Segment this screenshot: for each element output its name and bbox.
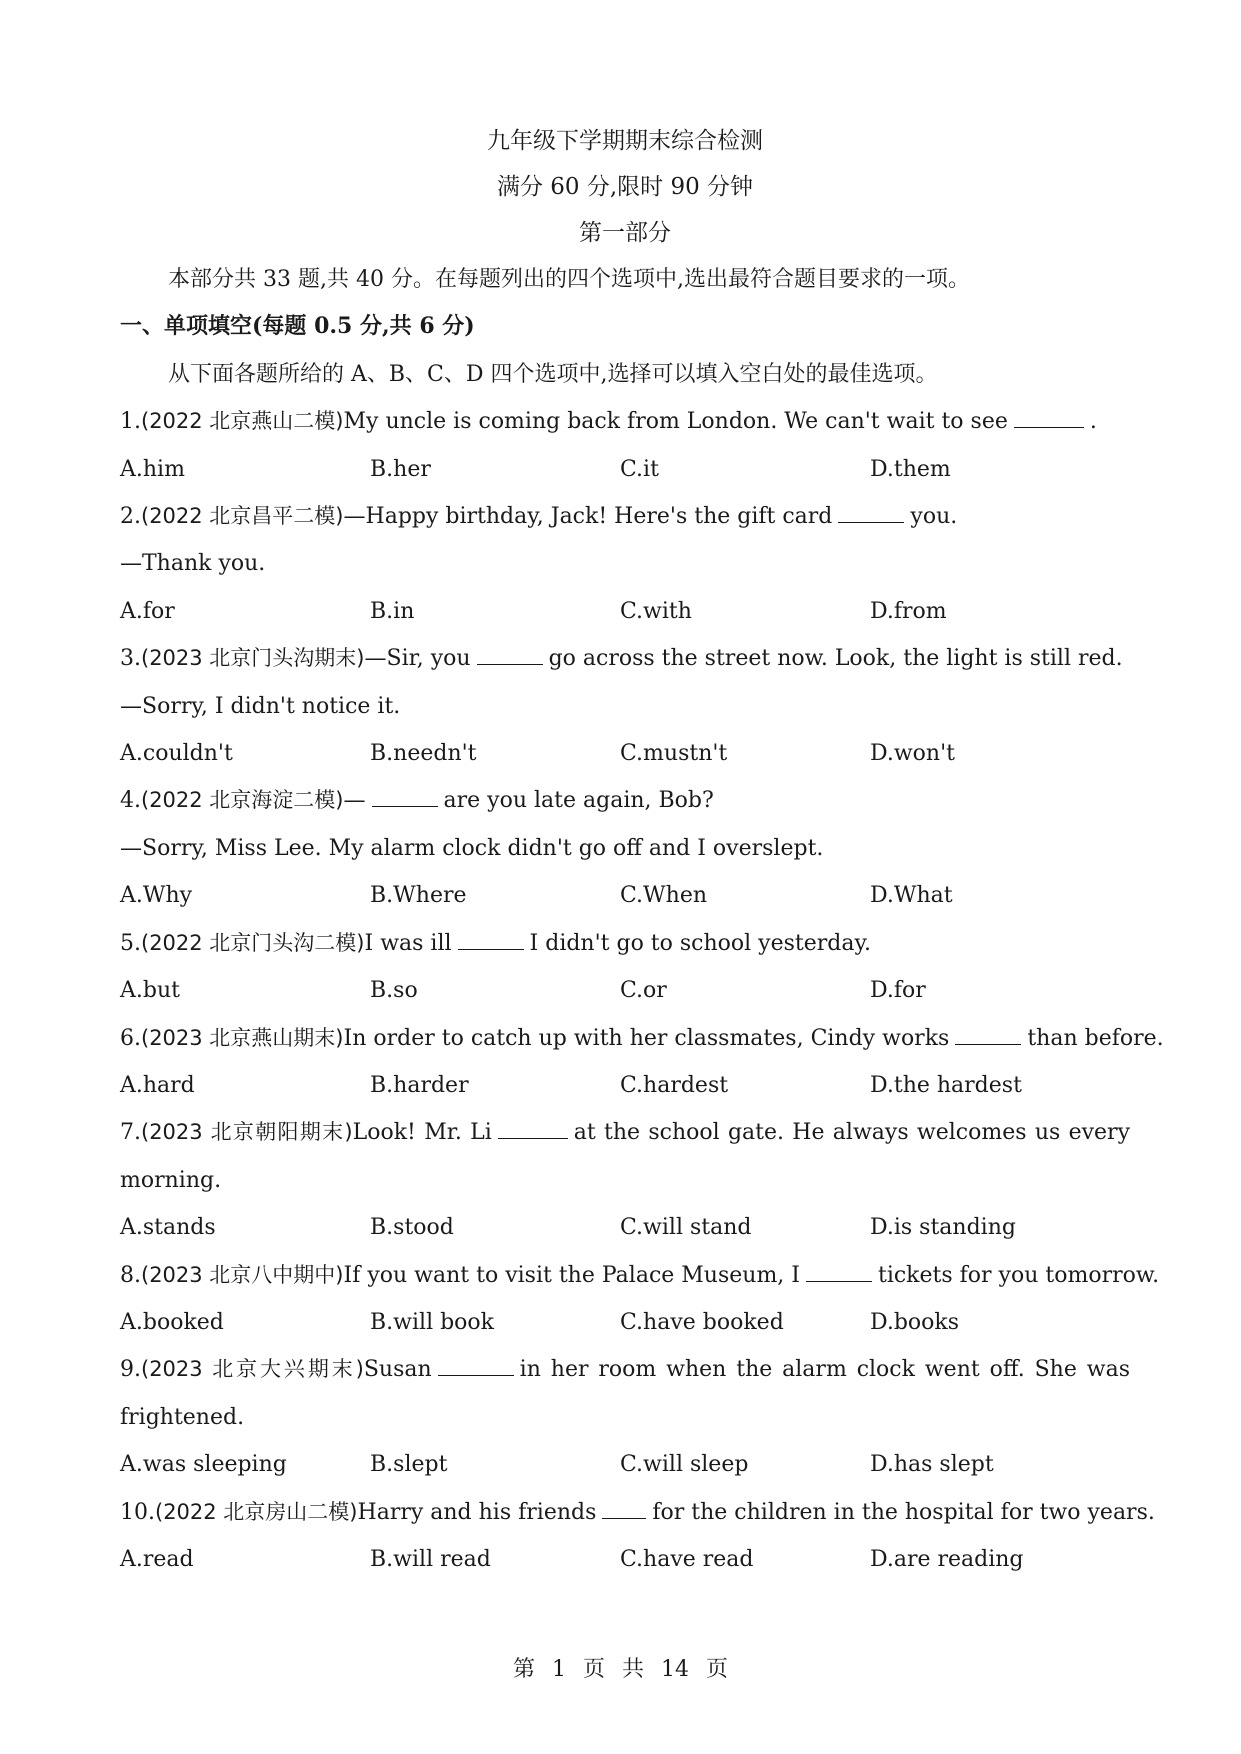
option-c: C.will stand [620,1215,752,1241]
answer-blank [955,1024,1021,1045]
question-number: 7. [120,1120,141,1146]
answer-blank [438,1355,514,1376]
option-b: B.so [370,978,418,1004]
question-list [120,398,1164,1583]
question-number: 10. [120,1499,155,1525]
answer-blank [458,929,524,950]
options-row [120,967,1130,1014]
section-heading: 一、单项填空(每题 0.5 分,共 6 分) [120,313,475,340]
question-text: —Happy birthday, Jack! Here's the gift card [343,504,833,530]
question-number: 2. [120,504,141,530]
question-text: Susan [363,1357,432,1383]
answer-blank [1014,407,1084,428]
question-text: . [1089,409,1097,435]
question-line: morning. [120,1167,222,1193]
question-stem [120,920,1130,967]
option-b: B.her [370,456,431,482]
section-instruction: 从下面各题所给的 A、B、C、D 四个选项中,选择可以填入空白处的最佳选项。 [168,361,938,387]
option-c: C.it [620,456,659,482]
option-d: D.them [870,456,951,482]
answer-blank [477,644,543,665]
question-text: in her room when the alarm clock went off. She was [519,1357,1130,1383]
question-line: —Sorry, I didn't notice it. [120,693,401,719]
options-row [120,730,1130,777]
option-b: B.will book [370,1309,494,1335]
question-source: (2023 北京门头沟期末) [141,646,365,671]
option-b: B.Where [370,883,467,909]
question-stem [120,1252,1160,1299]
exam-title: 九年级下学期期末综合检测 [487,128,763,154]
question-stem [120,1015,1164,1062]
question-source: (2023 北京大兴期末) [141,1357,364,1382]
options-row [120,446,1130,493]
option-c: C.have read [620,1546,754,1572]
question-source: (2022 北京门头沟二模) [141,930,365,955]
option-a: A.Why [120,883,193,909]
option-c: C.have booked [620,1309,784,1335]
option-d: D.the hardest [870,1072,1022,1098]
question-source: (2023 北京八中期中) [141,1262,344,1287]
option-a: A.was sleeping [120,1452,287,1478]
option-d: D.are reading [870,1546,1024,1572]
options-row [120,1299,1130,1346]
question-number: 3. [120,646,141,672]
option-b: B.needn't [370,741,477,767]
options-row [120,872,1130,919]
question-text: are you late again, Bob? [443,788,714,814]
question-text: at the school gate. He always welcomes us every [573,1120,1130,1146]
question-text: —Sir, you [364,646,471,672]
option-d: D.is standing [870,1215,1016,1241]
option-b: B.in [370,598,415,624]
option-d: D.books [870,1309,960,1335]
option-b: B.slept [370,1452,448,1478]
answer-blank [806,1261,872,1282]
option-a: A.for [120,598,175,624]
question-stem [120,1346,1130,1393]
question-number: 8. [120,1262,141,1288]
option-c: C.or [620,978,667,1004]
answer-blank [498,1118,568,1139]
question-source: (2022 北京燕山二模) [141,409,344,434]
option-d: D.won't [870,741,955,767]
question-line: frightened. [120,1404,245,1430]
question-number: 6. [120,1025,141,1051]
option-c: C.mustn't [620,741,728,767]
answer-blank [838,502,904,523]
question-text: In order to catch up with her classmates, Cindy works [343,1025,950,1051]
question-source: (2022 北京昌平二模) [141,504,344,529]
option-c: C.will sleep [620,1452,749,1478]
question-source: (2022 北京房山二模) [155,1499,358,1524]
options-row [120,1204,1130,1251]
question-text: — [343,788,366,814]
question-text: Look! Mr. Li [352,1120,492,1146]
question-stem [120,1109,1130,1156]
question-stem [120,493,1130,540]
question-stem [120,635,1130,682]
question-stem [120,1489,1155,1536]
question-stem [120,398,1130,445]
question-source: (2023 北京燕山期末) [141,1025,344,1050]
option-d: D.for [870,978,926,1004]
page-footer: 第 1 页 共 14 页 [513,1657,728,1682]
option-a: A.hard [120,1072,195,1098]
option-a: A.read [120,1546,194,1572]
answer-blank [602,1498,646,1519]
option-a: A.but [120,978,180,1004]
document-page [120,118,1164,1583]
option-d: D.from [870,598,947,624]
question-text: I didn't go to school yesterday. [529,930,871,956]
options-row [120,1441,1130,1488]
question-text: you. [910,504,958,530]
option-d: D.has slept [870,1452,994,1478]
question-text: Harry and his friends [357,1499,597,1525]
option-c: C.When [620,883,708,909]
question-text: If you want to visit the Palace Museum, I [343,1262,800,1288]
question-source: (2022 北京海淀二模) [141,788,344,813]
exam-subtitle: 满分 60 分,限时 90 分钟 [496,174,754,200]
option-a: A.stands [120,1215,216,1241]
options-row [120,1536,1130,1583]
option-c: C.hardest [620,1072,729,1098]
question-text: tickets for you tomorrow. [877,1262,1160,1288]
option-c: C.with [620,598,692,624]
option-d: D.What [870,883,953,909]
options-row [120,1062,1130,1109]
question-line: —Sorry, Miss Lee. My alarm clock didn't go off and I overslept. [120,835,824,861]
options-row [120,588,1130,635]
question-source: (2023 北京朝阳期末) [141,1120,353,1145]
option-a: A.him [120,456,185,482]
question-number: 4. [120,788,141,814]
option-b: B.stood [370,1215,454,1241]
option-b: B.will read [370,1546,491,1572]
question-text: for the children in the hospital for two years. [652,1499,1155,1525]
part-instruction: 本部分共 33 题,共 40 分。在每题列出的四个选项中,选出最符合题目要求的一项。 [168,267,970,292]
question-text: than before. [1027,1025,1164,1051]
question-stem [120,777,1130,824]
option-b: B.harder [370,1072,469,1098]
question-text: I was ill [364,930,452,956]
option-a: A.couldn't [120,741,233,767]
answer-blank [372,786,438,807]
option-a: A.booked [120,1309,224,1335]
question-number: 9. [120,1357,141,1383]
question-text: go across the street now. Look, the light is still red. [548,646,1123,672]
part-heading: 第一部分 [579,220,671,246]
question-number: 5. [120,930,141,956]
question-line: —Thank you. [120,551,266,577]
question-number: 1. [120,409,141,435]
question-text: My uncle is coming back from London. We can't wait to see [343,409,1008,435]
